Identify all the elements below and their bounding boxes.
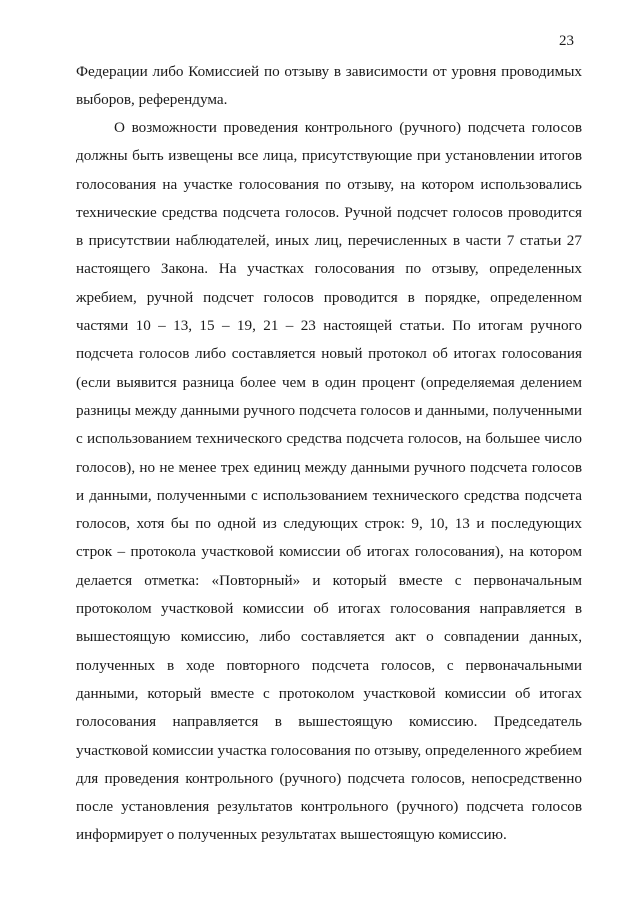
paragraph-manual-recount: О возможности проведения контрольного (ручного) подсчета голосов должны быть извещены все лица, присутствующие при установлении итогов голосования на участке голосования по отзыву, на котором использовались технические средства подсчета голосов. Ручной подсчет голосов проводится в присутствии наблюдателей, иных лиц, перечисленных в части 7 статьи 27 настоящего Закона. На участках голосования по отзыву, определенных жребием, ручной подсчет голосов проводится в порядке, определенном частями 10 – 13, 15 – 19, 21 – 23 настоящей статьи. По итогам ручного подсчета голосов либо составляется новый протокол об итогах голосования (если выявится разница более чем в один процент (определяемая делением разницы между данными ручного подсчета голосов и данными, полученными с использованием технического средства подсчета голосов, на большее число голосов), но не менее трех единиц между данными ручного подсчета голосов и данными, полученными с использованием технического средства подсчета голосов, хотя бы по одной из следующих строк: 9, 10, 13 и последующих строк – протокола участковой комиссии об итогах голосования), на котором делается отметка: «Повторный» и который вместе с первоначальным протоколом участковой комиссии об итогах голосования направляется в вышестоящую комиссию, либо составляется акт о совпадении данных, полученных в ходе повторного подсчета голосов, с первоначальными данными, который вместе с протоколом участковой комиссии об итогах голосования направляется в вышестоящую комиссию. Председатель участковой комиссии участка голосования по отзыву, определенного жребием для проведения контрольного (ручного) подсчета голосов, непосредственно после установления результатов контрольного (ручного) подсчета голосов информирует о полученных результатах вышестоящую комиссию.	[76, 119, 582, 844]
text-continuation-block	[76, 58, 582, 115]
paragraph-continuation: Федерации либо Комиссией по отзыву в зависимости от уровня проводимых выборов, референдума.	[76, 63, 582, 109]
text-main-block	[76, 114, 582, 850]
page-number: 23	[559, 33, 574, 49]
